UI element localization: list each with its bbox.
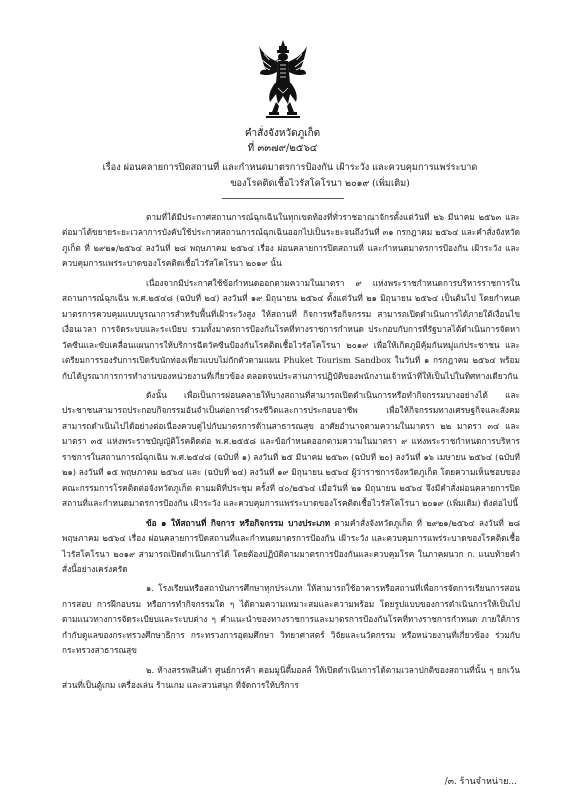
subject-line-1: เรื่อง ผ่อนคลายการปิดสถานที่ และกำหนดมาตรการป้องกัน เฝ้าระวัง และควบคุมการแพร่ระบาด xyxy=(102,162,478,173)
order-body xyxy=(62,210,520,698)
paragraph-authority: ดังนั้น เพื่อเป็นการผ่อนคลายให้บางสถานที่สามารถเปิดดำเนินการหรือทำกิจกรรมบางอย่างได้ และประชาชนสามารถประกอบกิจกรรมอันจำเป็นต่อการดำรงชีวิตและการประกอบอาชีพ เพื่อให้กิจกรรมทางเศรษฐกิจและสังคมสามารถดำเนินไปได้อย่างต่อเนื่องควบคู่ไปกับมาตรการด้านสาธารณสุข อาศัยอำนาจตามความในมาตรา ๒๒ มาตรา ๓๔ และมาตรา ๓๕ แห่งพระราชบัญญัติโรคติดต่อ พ.ศ.๒๕๕๘ และข้อกำหนดออกตามความในมาตรา ๙ แห่งพระราชกำหนดการบริหารราชการในสถานการณ์ฉุกเฉิน พ.ศ.๒๕๔๘ (ฉบับที่ ๑) ลงวันที่ ๒๕ มีนาคม ๒๕๖๓ (ฉบับที่ ๒๐) ลงวันที่ ๑๖ เมษายน ๒๕๖๔ (ฉบับที่ ๒๑) ลงวันที่ ๑๕ พฤษภาคม ๒๕๖๔ และ (ฉบับที่ ๒๔) ลงวันที่ ๑๙ มิถุนายน ๒๕๖๔ ผู้ว่าราชการจังหวัดภูเก็ต โดยความเห็นชอบของคณะกรรมการโรคติดต่อจังหวัดภูเก็ต ตามมติที่ประชุม ครั้งที่ ๔๐/๒๕๖๔ เมื่อวันที่ ๒๑ มิถุนายน ๒๕๖๔ จึงมีคำสั่งผ่อนคลายการปิดสถานที่และกำหนดมาตรการป้องกัน เฝ้าระวัง และควบคุมการแพร่ระบาดของโรคติดเชื้อไวรัสโคโรนา ๒๐๑๙ (เพิ่มเติม) ดังต่อไปนี้ xyxy=(62,389,521,509)
subject-block xyxy=(64,160,516,192)
clause-1 xyxy=(62,516,520,578)
subject-line-2: ของโรคติดเชื้อไวรัสโคโรนา ๒๐๑๙ (เพิ่มเติม) xyxy=(230,178,410,189)
paragraph-reason: เนื่องจากมีประกาศใช้ข้อกำหนดออกตามความในมาตรา ๙ แห่งพระราชกำหนดการบริหารราชการในสถานการณ์ฉุกเฉิน พ.ศ.๒๕๔๘ (ฉบับที่ ๒๔) ลงวันที่ ๑๙ มิถุนายน ๒๕๖๔ ตั้งแต่วันที่ ๒๑ มิถุนายน ๒๕๖๔ เป็นต้นไป โดยกำหนดมาตรการควบคุมแบบบูรณาการสำหรับพื้นที่เฝ้าระวังสูง ให้สถานที่ กิจการหรือกิจกรรม สามารถเปิดดำเนินการได้ภายใต้เงื่อนไข เงื่อนเวลา การจัดระบบและระเบียบ รวมทั้งมาตรการป้องกันโรคที่ทางราชการกำหนด ประกอบกับการที่รัฐบาลได้ดำเนินการจัดหาวัคซีนและขับเคลื่อนแผนการให้บริการฉีดวัคซีนป้องกันโรคติดเชื้อไวรัสโคโรนา ๒๐๑๙ เพื่อให้เกิดภูมิคุ้มกันหมู่แก่ประชาชน และเตรียมการรองรับการเปิดรับนักท่องเที่ยวแบบไม่กักตัวตามแผน Phuket Tourism Sandbox ในวันที่ ๑ กรกฎาคม ๒๕๖๔ พร้อมกับได้บูรณาการการทำงานของหน่วยงานที่เกี่ยวข้อง ตลอดจนประสานการปฏิบัติของพนักงานเจ้าหน้าที่ให้เป็นไปในทิศทางเดียวกัน xyxy=(62,277,520,381)
continuation-note: /๓. ร้านจำหน่าย... xyxy=(444,777,517,787)
paragraph-background: ตามที่ได้มีประกาศสถานการณ์ฉุกเฉินในทุกเขตท้องที่ทั่วราชอาณาจักรตั้งแต่วันที่ ๒๖ มีนาคม ๒๕๖๓ และต่อมาได้ขยายระยะเวลาการบังคับใช้ประกาศสถานการณ์ฉุกเฉินออกไปเป็นระยะจนถึงวันที่ ๓๑ กรกฎาคม ๒๕๖๔ และคำสั่งจังหวัดภูเก็ต ที่ ๒๙๒๑/๒๕๖๔ ลงวันที่ ๒๘ พฤษภาคม ๒๕๖๔ เรื่อง ผ่อนคลายการปิดสถานที่ และกำหนดมาตรการป้องกัน เฝ้าระวัง และควบคุมการแพร่ระบาดของโรคติดเชื้อไวรัสโคโรนา ๒๐๑๙ นั้น xyxy=(62,212,520,269)
list-item: ๒. ห้างสรรพสินค้า ศูนย์การค้า คอมมูนิตี้มอลล์ ให้เปิดดำเนินการได้ตามเวลาปกติของสถานที่นั้น ๆ ยกเว้น ส่วนที่เป็นตู้เกม เครื่องเล่น ร้านเกม และสวนสนุก ที่จัดการให้บริการ xyxy=(62,664,520,691)
divider xyxy=(222,198,344,199)
order-number: ที่ ๓๓๗๙/๒๕๖๔ xyxy=(247,143,318,154)
garuda-emblem-icon xyxy=(258,38,308,120)
clause-1-heading: ข้อ ๑ ให้สถานที่ กิจการ หรือกิจกรรม บางประเภท xyxy=(146,517,331,528)
clause-1-text: ตามคำสั่งจังหวัดภูเก็ต ที่ ๒๙๒๑/๒๕๖๔ ลงวันที่ ๒๘ พฤษภาคม ๒๕๖๔ เรื่อง ผ่อนคลายการปิดสถานที่และกำหนดมาตรการป้องกัน เฝ้าระวัง และควบคุมการแพร่ระบาดของโรคติดเชื้อไวรัสโคโรนา ๒๐๑๙ สามารถเปิดดำเนินการได้ โดยต้องปฏิบัติตามมาตรการป้องกันและควบคุมโรค ในภาคผนวก ก. แนบท้ายคำสั่งนี้อย่างเคร่งครัด xyxy=(62,517,520,574)
list-item: ๑. โรงเรียนหรือสถาบันการศึกษาทุกประเภท ให้สามารถใช้อาคารหรือสถานที่เพื่อการจัดการเรียนการสอน การสอบ การฝึกอบรม หรือการทำกิจกรรมใด ๆ ได้ตามความเหมาะสมและความพร้อม โดยรูปแบบของการดำเนินการให้เป็นไปตามแนวทางการจัดระเบียบและระบบต่าง ๆ คำแนะนำของทางราชการและมาตรการป้องกันโรคที่ทางราชการกำหนด ภายใต้การกำกับดูแลของกระทรวงศึกษาธิการ กระทรวงการอุดมศึกษา วิทยาศาสตร์ วิจัยและนวัตกรรม หรือหน่วยงานที่เกี่ยวข้อง ร่วมกับกระทรวงสาธารณสุข xyxy=(62,583,520,656)
order-title: คำสั่งจังหวัดภูเก็ต xyxy=(244,128,321,139)
